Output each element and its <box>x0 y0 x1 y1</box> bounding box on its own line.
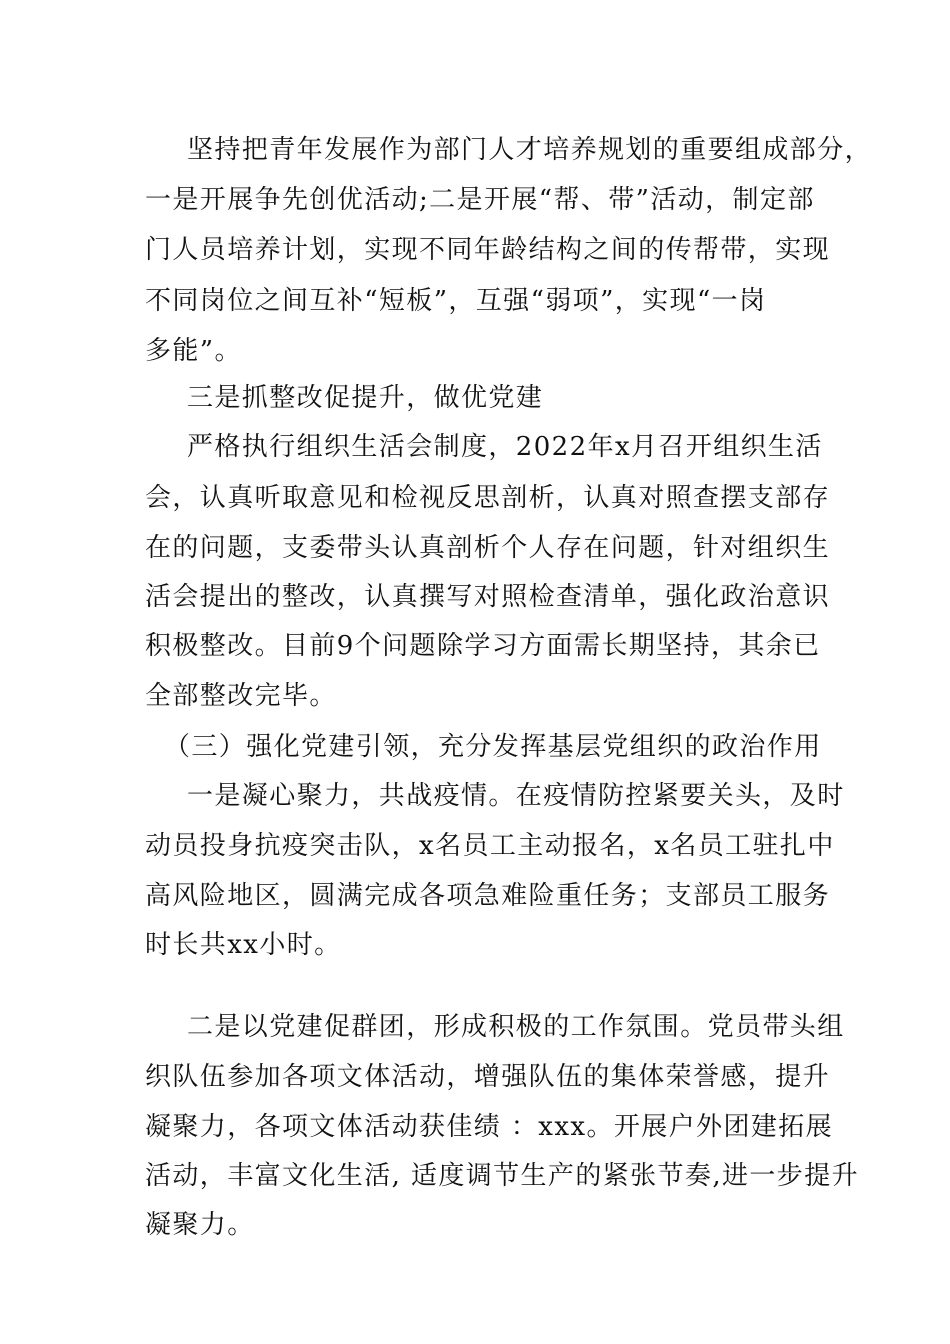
paragraph-line: 活动，丰富文化生活, 适度调节生产的紧张节奏,进一步提升 <box>145 1161 859 1191</box>
paragraph-line: 严格执行组织生活会制度，2022年x月召开组织生活 <box>187 432 823 462</box>
paragraph-line: 二是以党建促群团，形成积极的工作氛围。党员带头组 <box>187 1012 845 1042</box>
paragraph-line: 活会提出的整改，认真撰写对照检查清单，强化政治意识 <box>145 582 831 612</box>
section-heading: （三）强化党建引领，充分发挥基层党组织的政治作用 <box>164 732 822 762</box>
paragraph-line: 凝聚力，各项文体活动获佳绩 ：xxx。开展户外团建拓展 <box>145 1112 834 1142</box>
paragraph-line: 时长共xx小时。 <box>145 930 342 960</box>
paragraph-line: 多能”。 <box>145 336 242 366</box>
section-heading: 三是抓整改促提升，做优党建 <box>187 383 544 413</box>
paragraph-line: 会，认真听取意见和检视反思剖析，认真对照查摆支部存 <box>145 483 831 513</box>
paragraph-line: 坚持把青年发展作为部门人才培养规划的重要组成部分， <box>187 135 873 165</box>
paragraph-line: 一是开展争先创优活动;二是开展“帮、带”活动，制定部 <box>145 185 815 215</box>
paragraph-line: 凝聚力。 <box>145 1210 255 1240</box>
paragraph-line: 全部整改完毕。 <box>145 681 337 711</box>
paragraph-line: 积极整改。目前9个问题除学习方面需长期坚持，其余已 <box>145 631 821 661</box>
paragraph-line: 高风险地区，圆满完成各项急难险重任务；支部员工服务 <box>145 881 831 911</box>
paragraph-line: 在的问题，支委带头认真剖析个人存在问题，针对组织生 <box>145 533 831 563</box>
paragraph-line: 织队伍参加各项文体活动，增强队伍的集体荣誉感，提升 <box>145 1062 831 1092</box>
paragraph-line: 不同岗位之间互补“短板”，互强“弱项”，实现“一岗 <box>145 286 767 316</box>
paragraph-line: 门人员培养计划，实现不同年龄结构之间的传帮带，实现 <box>145 235 831 265</box>
paragraph-line: 一是凝心聚力，共战疫情。在疫情防控紧要关头，及时 <box>187 781 845 811</box>
paragraph-line: 动员投身抗疫突击队，x名员工主动报名，x名员工驻扎中 <box>145 831 835 861</box>
